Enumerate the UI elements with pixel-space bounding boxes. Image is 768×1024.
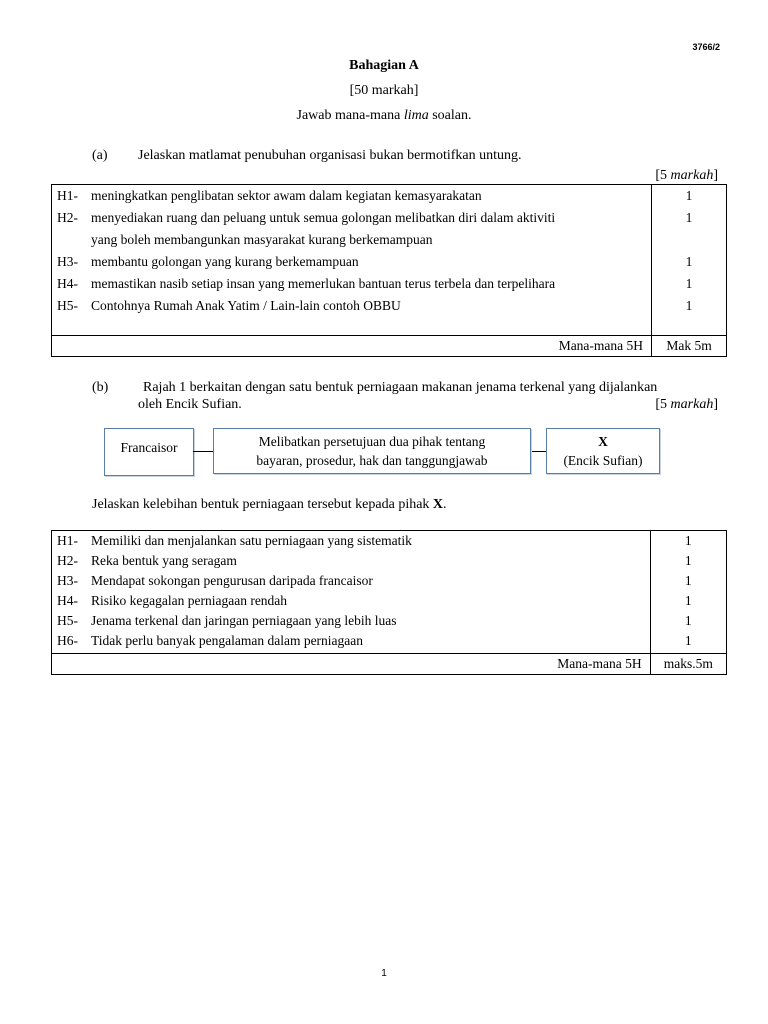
answer-text: meningkatkan penglibatan sektor awam dalam kegiatan kemasyarakatan [91,188,482,203]
answer-mark: 1 [685,210,693,225]
diagram-connector-right [532,451,546,452]
answer-point [57,531,650,551]
answer-code: H4- [57,593,78,608]
answer-mark: 1 [684,633,692,648]
section-instruction: Jawab mana-mana lima soalan. [296,108,472,123]
answer-point [57,591,650,611]
section-marks: [50 markah] [349,83,419,98]
answer-code: H6- [57,633,78,648]
answer-point [57,571,650,591]
answer-mark: 1 [685,188,693,203]
diagram-agreement-line1: Melibatkan persetujuan dua pihak tentang [258,434,486,449]
answer-text: Mendapat sokongan pengurusan daripada francaisor [91,573,373,588]
answer-point [57,611,650,631]
answer-marks-cell [652,185,727,336]
diagram-connector-left [193,451,213,452]
answer-code: H4- [57,276,78,291]
answer-point [57,251,651,273]
answer-point [57,551,650,571]
answer-mark: 1 [685,276,693,291]
diagram-agreement-line2: bayaran, prosedur, hak dan tanggungjawab [256,453,488,468]
answer-mark: 1 [685,254,693,269]
answer-text: menyediakan ruang dan peluang untuk semua golongan melibatkan diri dalam aktiviti [91,210,556,225]
answer-text: Tidak perlu banyak pengalaman dalam perniagaan [91,633,364,648]
answer-points-cell [52,185,652,336]
answer-table-a [51,184,727,357]
answer-point [57,295,651,317]
answer-marks-cell [650,531,726,654]
answer-table-b [51,530,727,675]
answer-mark: 1 [684,593,692,608]
paper-code: 3766/2 [692,42,720,52]
answer-text: Jenama terkenal dan jaringan perniagaan yang lebih luas [91,613,397,628]
diagram-box-x [546,428,660,474]
footer-mark: maks.5m [650,654,726,675]
question-b-prompt: Jelaskan kelebihan bentuk perniagaan tersebut kepada pihak X. [92,497,447,512]
answer-mark: 1 [685,298,693,313]
answer-code: H2- [57,210,78,225]
answer-points-cell [52,531,651,654]
diagram-box-francaisor [104,428,194,476]
diagram-box-agreement [213,428,531,474]
answer-text: Memiliki dan menjalankan satu perniagaan yang sistematik [91,533,412,548]
question-b-text-line2: oleh Encik Sufian. [138,397,242,412]
answer-point [57,273,651,295]
footer-mark: Mak 5m [652,336,727,357]
answer-code: H3- [57,254,78,269]
answer-code: H3- [57,573,78,588]
answer-text: Reka bentuk yang seragam [91,553,237,568]
answer-text: membantu golongan yang kurang berkemampuan [91,254,359,269]
question-a-label: (a) [92,148,108,163]
answer-text: memastikan nasib setiap insan yang memerlukan bantuan terus terbela dan terpelihara [91,276,556,291]
answer-code: H2- [57,553,78,568]
question-b-marks: [5 markah] [655,397,718,412]
answer-code: H5- [57,298,78,313]
answer-code: H1- [57,188,78,203]
answer-point [57,185,651,207]
answer-mark [652,229,726,251]
page-number: 1 [381,968,387,979]
footer-label: Mana-mana 5H [52,654,651,675]
answer-text: yang boleh membangunkan masyarakat kurang berkemampuan [91,232,433,247]
answer-code: H1- [57,533,78,548]
footer-label: Mana-mana 5H [52,336,652,357]
diagram-x-label: X [598,434,608,449]
answer-text: Contohnya Rumah Anak Yatim / Lain-lain contoh OBBU [91,298,401,313]
question-a-text: Jelaskan matlamat penubuhan organisasi bukan bermotifkan untung. [138,148,522,163]
answer-point [57,229,651,251]
question-b-text-line1: Rajah 1 berkaitan dengan satu bentuk perniagaan makanan jenama terkenal yang dijalankan [143,380,658,395]
answer-mark: 1 [684,613,692,628]
answer-mark: 1 [684,553,692,568]
section-title: Bahagian A [349,58,419,73]
answer-point [57,207,651,229]
question-a-marks: [5 markah] [655,168,718,183]
answer-point [57,631,650,651]
answer-mark: 1 [684,533,692,548]
diagram-x-name: (Encik Sufian) [563,453,643,468]
answer-code: H5- [57,613,78,628]
question-b-label: (b) [92,380,109,395]
diagram-francaisor-text: Francaisor [120,440,178,455]
answer-text: Risiko kegagalan perniagaan rendah [91,593,288,608]
answer-mark: 1 [684,573,692,588]
